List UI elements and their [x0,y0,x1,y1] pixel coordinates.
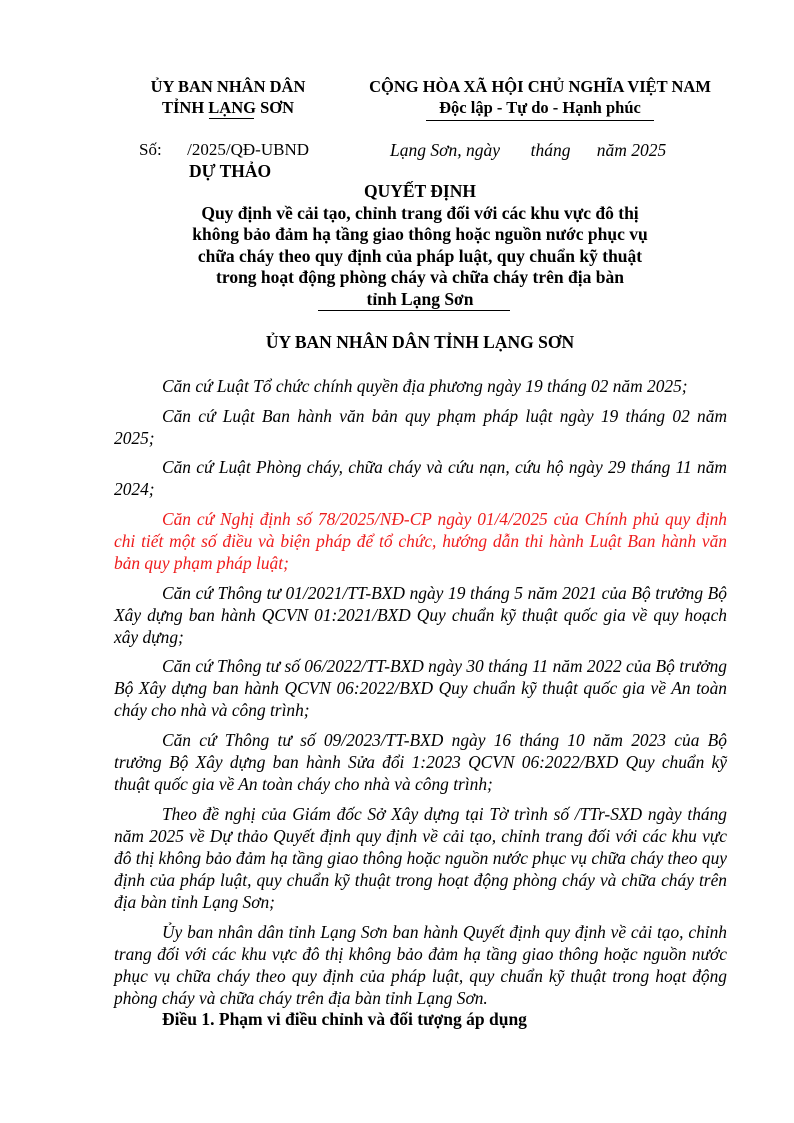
agency-name: ỦY BAN NHÂN DÂN [150,77,306,96]
preamble-item: Căn cứ Thông tư số 06/2022/TT-BXD ngày 30 tháng 11 năm 2022 của Bộ trưởng Bộ Xây dựng ban hành QCVN 06:2022/BXD Quy chuẩn kỹ thuật quốc gia về An toàn cháy cho nhà và công trình; [114,656,727,721]
title-line: không bảo đảm hạ tầng giao thông hoặc nguồn nước phục vụ [192,224,648,244]
preamble-item: Căn cứ Luật Tổ chức chính quyền địa phương ngày 19 tháng 02 năm 2025; [162,376,688,396]
issuing-authority: ỦY BAN NHÂN DÂN TỈNH LẠNG SƠN [265,332,575,352]
title-line: trong hoạt động phòng cháy và chữa cháy trên địa bàn [216,267,624,287]
draft-label: DỰ THẢO [189,161,272,181]
motto-underline [426,120,654,121]
republic-name: CỘNG HÒA XÃ HỘI CHỦ NGHĨA VIỆT NAM [369,77,711,96]
preamble-item: Theo đề nghị của Giám đốc Sở Xây dựng tại Tờ trình số /TTr-SXD ngày tháng năm 2025 về Dự thảo Quyết định quy định về cải tạo, chỉnh trang đối với các khu vực đô thị không bảo đảm hạ tầng giao thông hoặc nguồn nước phục vụ chữa cháy theo quy định của pháp luật, quy chuẩn kỹ thuật trong hoạt động phòng cháy và chữa cháy trên địa bàn tỉnh Lạng Sơn; [114,803,727,912]
title-line: tỉnh Lạng Sơn [366,288,474,309]
preamble [114,375,727,1016]
document-number: Số: /2025/QĐ-UBND [139,140,310,159]
motto: Độc lập - Tự do - Hạnh phúc [439,98,641,117]
agency-underline [209,118,254,119]
province-name: TỈNH LẠNG SƠN [161,98,295,117]
preamble-item: Căn cứ Luật Ban hành văn bản quy phạm pháp luật ngày 19 tháng 02 năm 2025; [114,405,727,448]
agency-block [130,76,326,118]
preamble-item: Căn cứ Thông tư số 09/2023/TT-BXD ngày 16 tháng 10 năm 2023 của Bộ trưởng Bộ Xây dựng ban hành Sửa đổi 1:2023 QCVN 06:2022/BXD Quy chuẩn kỹ thuật quốc gia về An toàn cháy cho nhà và công trình; [114,730,727,795]
national-motto-block [350,76,730,118]
title-line: chữa cháy theo quy định của pháp luật, quy chuẩn kỹ thuật [197,245,643,266]
decision-title [160,181,680,310]
title-line: Quy định về cải tạo, chỉnh trang đối với các khu vực đô thị [201,202,639,223]
preamble-item: Ủy ban nhân dân tỉnh Lạng Sơn ban hành Quyết định quy định về cải tạo, chỉnh trang đối với các khu vực đô thị không bảo đảm hạ tầng giao thông hoặc nguồn nước phục vụ chữa cháy theo quy định của pháp luật, quy chuẩn kỹ thuật trong hoạt động phòng cháy và chữa cháy trên địa bàn tỉnh Lạng Sơn. [114,921,727,1008]
preamble-item-highlighted: Căn cứ Nghị định số 78/2025/NĐ-CP ngày 01/4/2025 của Chính phủ quy định chi tiết một số điều và biện pháp để tổ chức, hướng dẫn thi hành Luật Ban hành văn bản quy phạm pháp luật; [114,509,727,574]
article-1-heading: Điều 1. Phạm vi điều chỉnh và đối tượng áp dụng [162,1009,527,1029]
place-date: Lạng Sơn, ngày tháng năm 2025 [390,140,667,160]
title-underline [318,310,510,311]
decision-heading: QUYẾT ĐỊNH [364,181,476,201]
preamble-item: Căn cứ Thông tư 01/2021/TT-BXD ngày 19 tháng 5 năm 2021 của Bộ trưởng Bộ Xây dựng ban hành QCVN 01:2021/BXD Quy chuẩn kỹ thuật quốc gia về quy hoạch xây dựng; [114,582,727,647]
preamble-item: Căn cứ Luật Phòng cháy, chữa cháy và cứu nạn, cứu hộ ngày 29 tháng 11 năm 2024; [114,457,727,500]
